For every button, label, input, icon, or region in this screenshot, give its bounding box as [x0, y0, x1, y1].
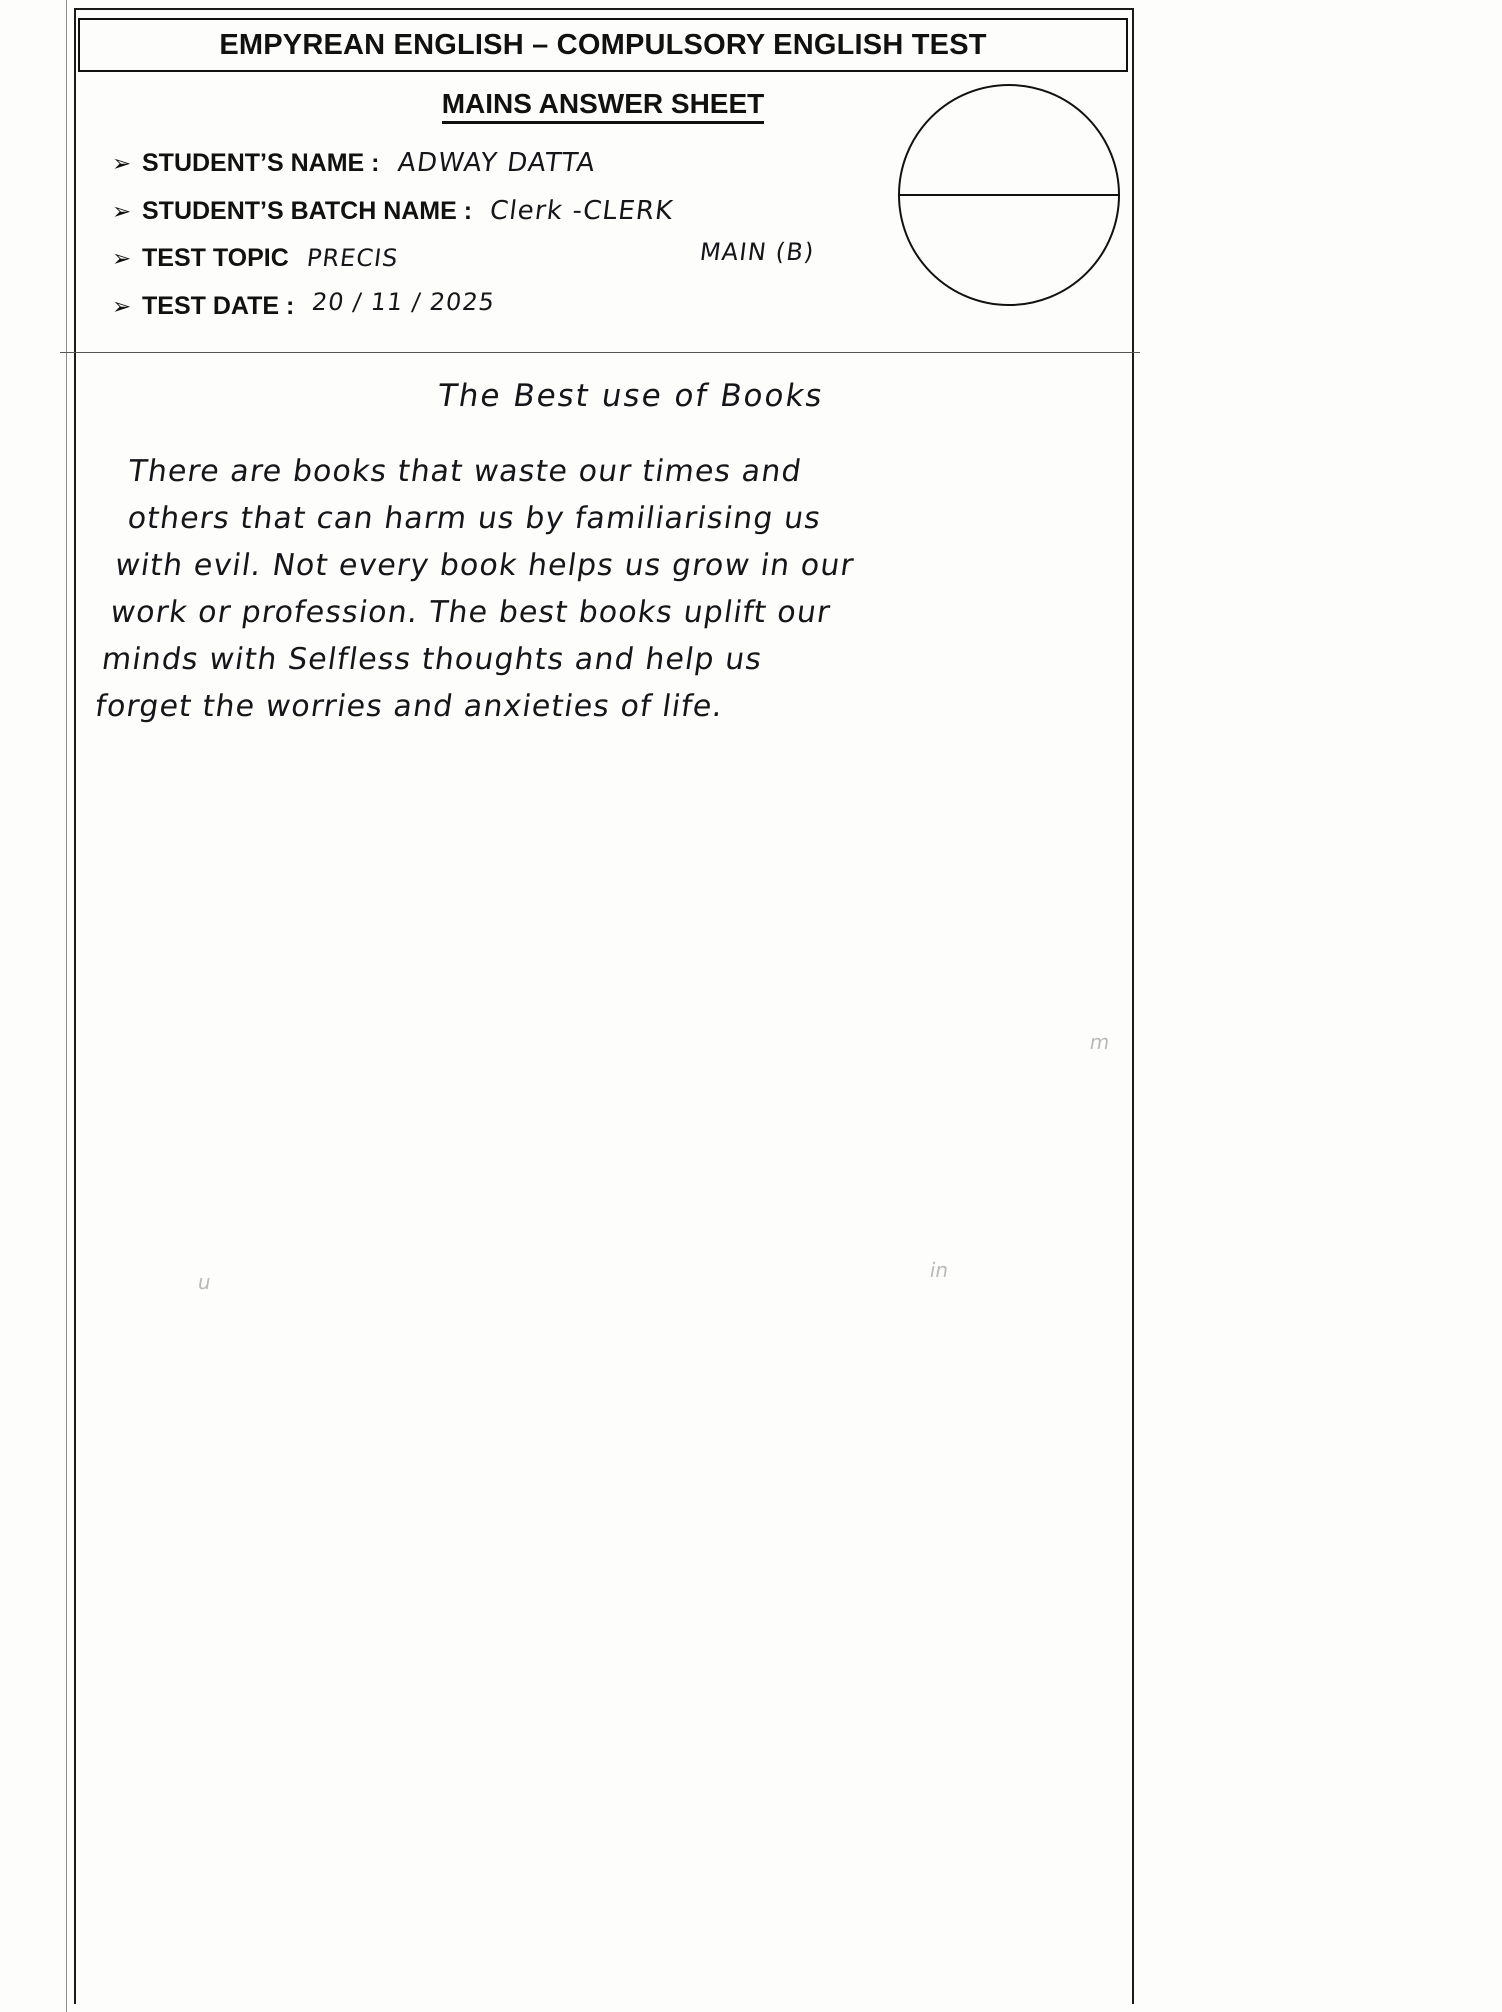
label-test-date: TEST DATE : [142, 292, 295, 320]
label-batch-name: STUDENT’S BATCH NAME : [142, 197, 473, 225]
exam-title-box [78, 18, 1128, 72]
label-student-name: STUDENT’S NAME : [142, 149, 380, 177]
answer-line: There are books that waste our times and [126, 454, 805, 489]
answer-line: forget the worries and anxieties of life. [93, 689, 726, 724]
arrow-bullet-icon: ➢ [112, 198, 132, 224]
answer-heading: The Best use of Books [435, 378, 827, 414]
arrow-bullet-icon: ➢ [112, 150, 132, 176]
exam-title: EMPYREAN ENGLISH – COMPULSORY ENGLISH TEST [219, 28, 987, 61]
field-row-batch-name [112, 196, 892, 244]
value-batch-name: Clerk -CLERK [488, 196, 676, 226]
value-test-topic: PRECIS [305, 244, 400, 272]
field-row-test-date [112, 288, 892, 340]
answer-line: work or profession. The best books uplift our [108, 595, 833, 630]
answer-body [92, 448, 1142, 730]
sheet-subtitle-text: MAINS ANSWER SHEET [442, 88, 765, 124]
arrow-bullet-icon: ➢ [112, 245, 132, 271]
label-test-topic: TEST TOPIC [142, 244, 289, 272]
header-divider [60, 352, 1140, 353]
scan-artifact-mark: m [1087, 1030, 1112, 1054]
value-batch-name-line2: MAIN (B) [698, 238, 817, 266]
value-student-name: ADWAY DATTA [395, 148, 597, 178]
circle-stamp [898, 84, 1120, 306]
arrow-bullet-icon: ➢ [112, 293, 132, 319]
value-test-date: 20 / 11 / 2025 [310, 288, 497, 316]
field-row-student-name [112, 148, 892, 196]
answer-line: minds with Selfless thoughts and help us [99, 642, 765, 677]
scan-artifact-mark: in [927, 1258, 951, 1282]
answer-line: with evil. Not every book helps us grow in our [112, 548, 857, 583]
answer-line: others that can harm us by familiarising us [125, 501, 824, 536]
scan-artifact-mark: u [195, 1270, 213, 1294]
